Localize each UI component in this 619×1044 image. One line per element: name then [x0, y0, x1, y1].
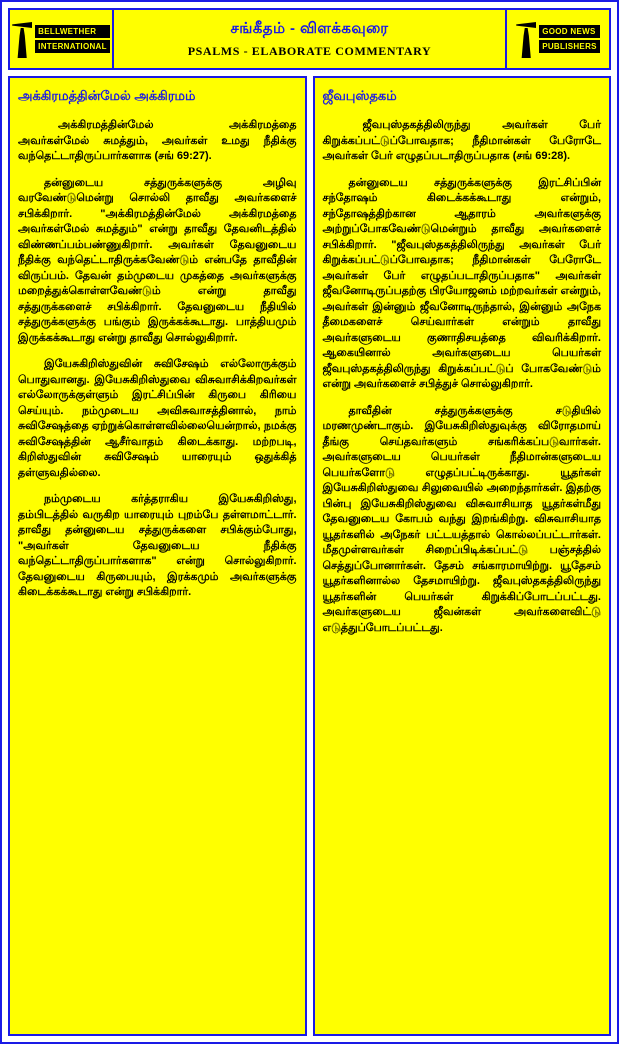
lighthouse-icon	[12, 20, 32, 58]
left-column-heading: அக்கிரமத்தின்மேல் அக்கிரமம்	[18, 88, 196, 103]
page-title-tamil: சங்கீதம் - விளக்கவுரை	[230, 19, 389, 37]
logo-right-line2: PUBLISHERS	[539, 40, 600, 53]
paragraph: தாவீதின் சத்துருக்களுக்கு சடுதியில் மரணமுண்டாகும். இயேசுகிறிஸ்துவுக்கு விரோதமாய் தீங்கு செய்தவர்களும் சங்கரிக்கப்படுவார்கள். அவர்களுடைய பெயர்கள் நீதிமான்களுடைய பெயர்களோடு எழுதப்பட்டிருக்காது. யூதர்கள் இயேசுகிறிஸ்துவை சிலுவையில் அறைந்தார்கள். இதற்கு பின்பு இயேசுகிறிஸ்துவை விசுவாசியாத யூதர்கள்மீது தேவனுடைய கோபம் வந்து இறங்கிற்று. விசுவாசியாத யூதர்களில் அநேகர் பட்டயத்தால் கொல்லப்பட்டார்கள். மீதமுள்ளவர்கள் சிறைப்பிடிக்கப்பட்டு பஞ்சத்தில் செத்துப்போனார்கள். தேசம் சங்காரமாயிற்று. யூதேசம் யூதர்களினால்ல தேசமாயிற்று. ஜீவபுஸ்தகத்திலிருந்து யூதர்களின் பெயர்கள் கிறுக்கிப்போடப்பட்டது. அவர்களுடைய ஜீவன்கள் அவர்களைவிட்டு எடுத்துப்போடப்பட்டது.	[322, 404, 601, 634]
right-column-heading: ஜீவபுஸ்தகம்	[322, 88, 397, 103]
paragraph: தன்னுடைய சத்துருக்களுக்கு இரட்சிப்பின் சந்தோஷம் கிடைக்கக்கூடாது என்றும், சந்தோஷத்திற்கான ஆதாரம் அவர்களுக்கு அற்றுப்போகவேண்டுமென்றும் தாவீது அவர்களைச் சபிக்கிறார். "ஜீவபுஸ்தகத்திலிருந்து அவர்கள் பேர் கிறுக்கப்பட்டுப்போவதாக; நீதிமான்கள் பேரோடே அவர்கள் பேர் எழுதப்படாதிருப்பதாக" அவர்கள் ஜீவனோடிருப்பதற்கு பிரயோஜனம் மற்றவர்கள் என்றும், அவர்கள் இன்னும் ஜீவனோடிருந்தால், இன்னும் அநேக தீமைகளைச் செய்வார்கள் என்றும் தாவீது அவர்களுடைய குணாதிசயத்தை விவரிக்கிறார். ஆகையினால் அவர்களுடைய பெயர்கள் ஜீவபுஸ்தகத்திலிருந்து கிறுக்கப்பட்டுப் போகவேண்டும் என்று அவர்களைச் சபித்துச் சொல்லுகிறார்.	[322, 176, 601, 390]
logo-left-line2: INTERNATIONAL	[35, 40, 110, 53]
paragraph: நம்முடைய கர்த்தராகிய இயேசுகிறிஸ்து, தம்பிடத்தில் வருகிற யாரையும் புறம்பே தள்ளமாட்டார். தாவீது தன்னுடைய சத்துருக்களை சபிக்கும்போது, "அவர்கள் தேவனுடைய நீதிக்கு வந்தெட்டாதிருப்பார்களாக" என்று சொல்லுகிறார். தேவனுடைய கிருபையும், இரக்கமும் அவர்களுக்கு கிடைக்கக்கூடாது என்று சபிக்கிறார்.	[18, 493, 297, 598]
page-header	[8, 8, 611, 70]
content-area	[8, 76, 611, 1036]
paragraph: தன்னுடைய சத்துருக்களுக்கு அழிவு வரவேண்டுமென்று சொல்லி தாவீது அவர்களைச் சபிக்கிறார். "அக்கிரமத்தின்மேல் அக்கிரமத்தை அவர்கள்மேல் சுமத்தும்" என்று தாவீது தேவனிடத்தில் விண்ணப்பம்பண்ணுகிறார். அவர்கள் தேவனுடைய நீதிக்கு வந்தெட்டாதிருக்கவேண்டும் என்பதே தாவீதின் விருப்பம். தேவன் தம்முடைய முகத்தை அவர்களுக்கு மறைத்துக்கொள்ளவேண்டும் என்று தாவீது சத்துருக்களைச் சபிக்கிறார். தேவனுடைய நீதியில் சத்துருக்களுக்கு பங்கும் இருக்கக்கூடாது. பாத்தியமும் இருக்கக்கூடாது என்று தாவீது சொல்லுகிறார்.	[18, 176, 297, 344]
left-column	[8, 76, 307, 1036]
paragraph: அக்கிரமத்தின்மேல் அக்கிரமத்தை அவர்கள்மேல் சுமத்தும், அவர்கள் உமது நீதிக்கு வந்தெட்டாதிருப்பார்களாக (சங் 69:27).	[18, 119, 297, 162]
paragraph: இயேசுகிறிஸ்துவின் சுவிசேஷம் எல்லோருக்கும் பொதுவானது. இயேசுகிறிஸ்துவை விசுவாசிக்கிறவர்கள் எல்லோருக்குள்ளும் இரட்சிப்பின் கிருபை கிரியை செய்யும். நம்முடைய அவிசுவாசத்தினால், நாம் சுவிசேஷத்தை ஏற்றுக்கொள்ளவில்லையென்றால், நமக்கு சுவிசேஷத்தின் ஆசீர்வாதம் கிடைக்காது. மற்றபடி, கிறிஸ்துவின் சுவிசேஷம் யாரையும் ஒதுக்கித் தள்ளுவதில்லை.	[18, 358, 297, 479]
header-title-block	[114, 10, 505, 68]
logo-right-line1: GOOD NEWS	[539, 25, 600, 38]
page-title-english: PSALMS - ELABORATE COMMENTARY	[187, 43, 432, 58]
lighthouse-icon	[516, 20, 536, 58]
logo-left-line1: BELLWETHER	[35, 25, 110, 38]
publisher-logo-right	[505, 10, 609, 68]
right-column	[313, 76, 612, 1036]
paragraph: ஜீவபுஸ்தகத்திலிருந்து அவர்கள் பேர் கிறுக்கப்பட்டுப்போவதாக; நீதிமான்கள் பேரோடே அவர்கள் பேர் எழுதப்படாதிருப்பதாக (சங் 69:28).	[322, 119, 601, 162]
publisher-logo-left	[10, 10, 114, 68]
